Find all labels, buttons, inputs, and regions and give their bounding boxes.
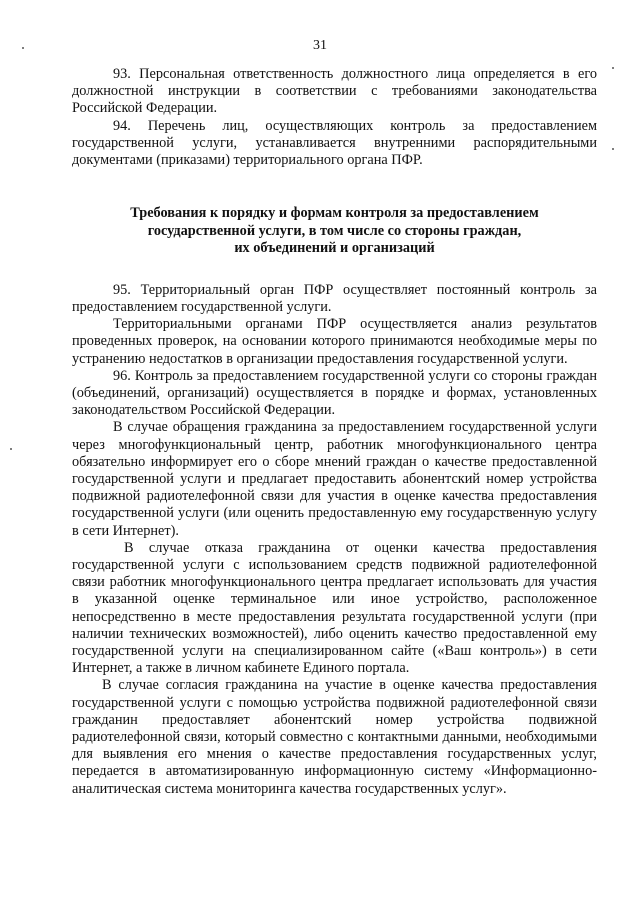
section-heading-line: их объединений и организаций [234, 240, 435, 257]
paragraph-mfc-request: В случае обращения гражданина за предоставлением государственной услуги через многофункциональный центр, работник многофункционального центра обязательно информирует его о сборе мнений граждан о качестве предоставленной государственной услуги и предлагает предоставить абонентский номер устройства подвижной радиотелефонной связи для участия в оценке качества предоставления государственной услуги (или оценить предоставленную ему государственную услугу в сети Интернет). [72, 419, 597, 539]
section-heading-line: государственной услуги, в том числе со стороны граждан, [147, 222, 522, 239]
paragraph-95: 95. Территориальный орган ПФР осуществляет постоянный контроль за предоставлением государственной услуги. [72, 281, 597, 315]
paragraph-analysis: Территориальными органами ПФР осуществляется анализ результатов проведенных проверок, на основании которого принимаются необходимые меры по устранению недостатков в организации предоставления государственной услуги. [72, 316, 597, 367]
paragraph-consent: В случае согласия гражданина на участие в оценке качества предоставления государственной услуги с помощью устройства подвижной радиотелефонной связи гражданин предоставляет абонентский номер устройства подвижной радиотелефонной связи, который совместно с контактными данными, необходимыми для выявления его мнения о качестве предоставления государственных услуг, передается в автоматизированную информационную систему «Информационно-аналитическая система мониторинга качества государственных услуг». [72, 677, 597, 797]
document-body [72, 66, 597, 798]
section-heading [72, 205, 597, 258]
paragraph-93: 93. Персональная ответственность должностного лица определяется в его должностной инструкции в соответствии с требованиями законодательства Российской Федерации. [72, 66, 597, 117]
section-heading-line: Требования к порядку и формам контроля за предоставлением [130, 205, 539, 222]
paragraph-96: 96. Контроль за предоставлением государственной услуги со стороны граждан (объединений, организаций) осуществляется в порядке и формах, установленных законодательством Российской Федерации. [72, 367, 597, 419]
paragraph-refusal: В случае отказа гражданина от оценки качества предоставления государственной услуги с использованием средств подвижной радиотелефонной связи работник многофункционального центра предлагает использовать для участия в указанной оценке терминальное или иное устройство, расположенное непосредственно в месте предоставления результата государственной услуги (при наличии технических возможностей), либо оценить качество предоставленной ему государственной услуги на специализированном сайте («Ваш контроль») в сети Интернет, а также в личном кабинете Единого портала. [72, 539, 597, 677]
scan-speck [612, 67, 614, 69]
paragraph-94: 94. Перечень лиц, осуществляющих контроль за предоставлением государственной услуги, устанавливается внутренними распорядительными документами (приказами) территориального органа ПФР. [72, 117, 597, 169]
scan-speck [10, 448, 12, 450]
page-number: 31 [313, 38, 327, 53]
scan-speck [612, 148, 614, 150]
